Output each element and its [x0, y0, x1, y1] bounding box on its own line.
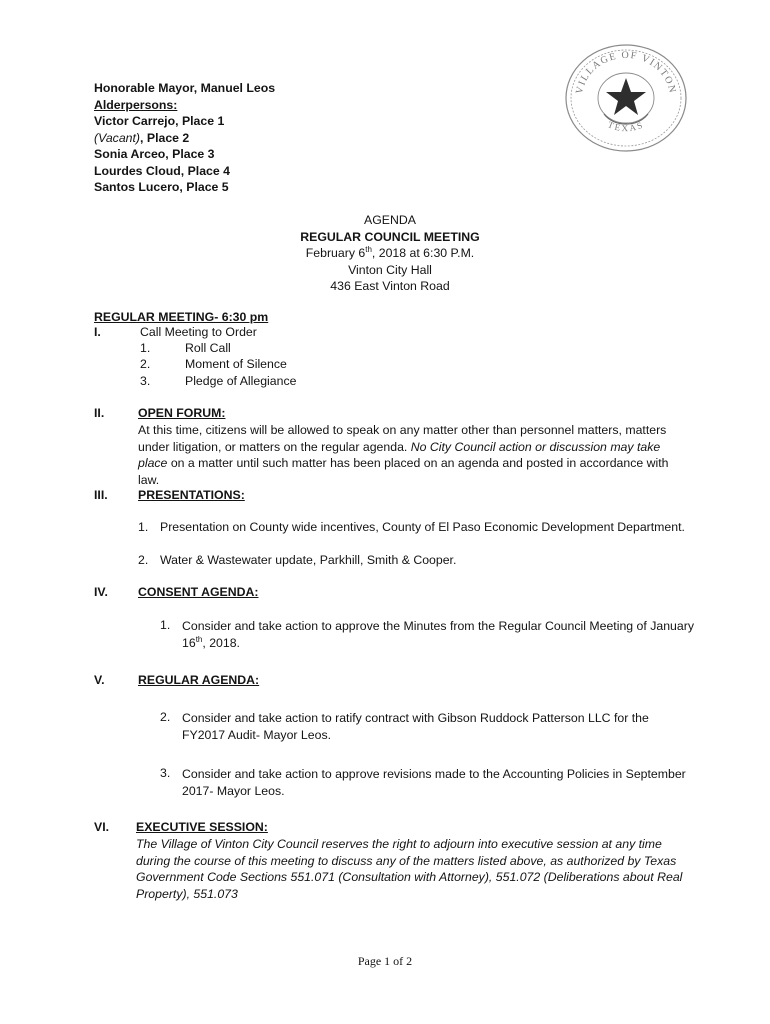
section-number: VI. [94, 820, 110, 834]
meeting-type: REGULAR COUNCIL MEETING [300, 229, 480, 244]
village-seal [560, 42, 692, 154]
list-item-number: 2. [138, 553, 149, 567]
consent-agenda-heading: CONSENT AGENDA: [138, 585, 259, 599]
section-number: I. [94, 325, 101, 339]
meeting-venue: Vinton City Hall [348, 262, 432, 277]
page-number: Page 1 of 2 [357, 954, 413, 968]
seal-text-top: VILLAGE OF VINTON [574, 49, 678, 96]
list-item-number: 2. [160, 710, 171, 724]
executive-session-heading: EXECUTIVE SESSION: [136, 820, 268, 834]
agenda-title-block [250, 212, 530, 295]
section-number: II. [94, 406, 105, 420]
section-title: Call Meeting to Order [140, 325, 257, 339]
mayor-line: Honorable Mayor, Manuel Leos [94, 81, 276, 95]
list-item-number: 3. [160, 766, 171, 780]
list-item: Consider and take action to approve the Minutes from the Regular Council Meeting of January 16th, 2018. [182, 619, 694, 650]
meeting-address: 436 East Vinton Road [330, 279, 450, 293]
list-item: Consider and take action to approve revisions made to the Accounting Policies in September 2017- Mayor Leos. [182, 767, 686, 798]
list-item-number: 2. [140, 357, 151, 371]
open-forum-heading: OPEN FORUM: [138, 406, 226, 420]
section-number: V. [94, 673, 105, 687]
list-item-number: 1. [160, 618, 171, 632]
list-item: Presentation on County wide incentives, County of El Paso Economic Development Department. [160, 520, 685, 534]
list-item: Pledge of Allegiance [185, 374, 297, 388]
list-item-number: 1. [140, 341, 151, 355]
seal-text-bottom: TEXAS [606, 119, 646, 134]
regular-meeting-heading: REGULAR MEETING- 6:30 pm [94, 310, 269, 324]
meeting-date: February 6th, 2018 at 6:30 P.M. [305, 244, 475, 260]
council-header [94, 80, 275, 196]
agenda-title: AGENDA [364, 213, 416, 227]
section-number: IV. [94, 585, 108, 599]
list-item: Moment of Silence [185, 357, 287, 371]
regular-agenda-heading: REGULAR AGENDA: [138, 673, 260, 687]
executive-session-text: The Village of Vinton City Council reserves the right to adjourn into executive session at any time during the course of this meeting to discuss any of the matters listed above, as authorized by Texas Government Code Sections 551.071 (Consultation with Attorney), 551.072 (Deliberations about Real Property), 551.073 [136, 837, 683, 901]
member-line: Santos Lucero, Place 5 [94, 180, 229, 194]
member-line: (Vacant), Place 2 [94, 130, 190, 145]
list-item-number: 1. [138, 520, 149, 534]
list-item-number: 3. [140, 374, 151, 388]
open-forum-text: At this time, citizens will be allowed to speak on any matter other than personnel matters, matters under litigation, or matters on the regular agenda. No City Council action or discussion may take place on a matter until such matter has been placed on an agenda and posted in accordance with law. [138, 423, 669, 487]
member-line: Victor Carrejo, Place 1 [94, 114, 225, 128]
section-number: III. [94, 488, 108, 502]
member-line: Sonia Arceo, Place 3 [94, 147, 215, 161]
presentations-heading: PRESENTATIONS: [138, 488, 245, 502]
member-line: Lourdes Cloud, Place 4 [94, 163, 230, 178]
list-item: Roll Call [185, 341, 231, 355]
star-seal-icon [604, 78, 648, 124]
list-item: Water & Wastewater update, Parkhill, Smith & Cooper. [160, 553, 457, 567]
aldermen-label: Alderpersons: [94, 97, 178, 112]
list-item: Consider and take action to ratify contract with Gibson Ruddock Patterson LLC for the FY2017 Audit- Mayor Leos. [182, 711, 649, 742]
